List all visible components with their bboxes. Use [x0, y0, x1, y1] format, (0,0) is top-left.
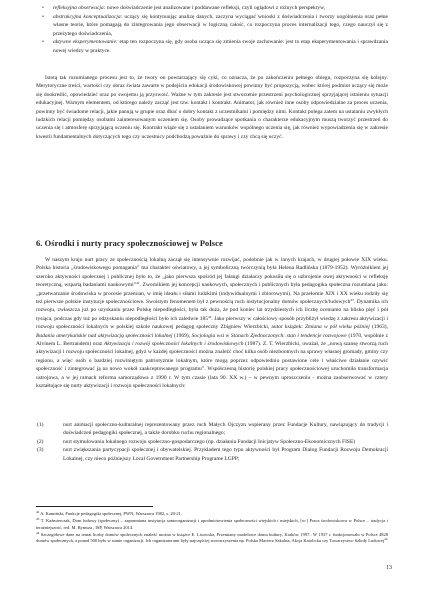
list-item: • refleksyjna obserwacja: nowe doświadczenie jest analizowane i poddawane refleksji, czyli oglądowi z różnych perspektyw,	[42, 5, 326, 11]
footnote-ref: 43	[350, 298, 354, 303]
page-number: 13	[386, 565, 392, 571]
footnotes	[36, 511, 388, 545]
book-title: Socjologia wsi w Stanach Zjednoczonych: stan i tendencje rozwojowe	[191, 332, 347, 339]
footnote-ref: 44	[208, 314, 212, 319]
list-item: (3) nurt zwiększania partycypacji społecznej i obywatelskiej. Przykładem tego typu aktywności był Program Dialog Fundacji Rozwoju Demokracji Lokalnej, czy nieco późniejszy Local Government Partnership Programe LGPP;	[37, 447, 388, 462]
bullet-icon: •	[42, 5, 44, 11]
footnote: $^{44}$ Szczegółowe dane na temat liczby domów społecznych znaleźć można w książce E. Lisowska, Przemiany modelowe domu kultury, Kraków 1997.. W 1937 r. funkcjonowało w Polsce 4828 domów społecznych, a ponad 500 było w stanie organizacji. Ich organizatorami były najczęściej stowarzyszenia np. Polska Macierz Szkolna, Akcja Katolicka czy Towarzystwo Szkoły Ludowej$^{44}$	[36, 530, 388, 544]
list-number: (1)	[37, 422, 44, 428]
footnote: $^{42}$ A. Kamiński, Funkcje pedagogiki społecznej, PWN, Warszawa 1982, s. 20-21.	[36, 510, 182, 516]
list-item: • abstrakcyjna konceptualizacja: uczący się kontynuując analizę danych, zaczyna wyciągać wnioski z doświadczenia i tworzy uogólnienia oraz pełne własne teorie, które pomagają do zintegrowania jego obserwacji w logiczną całość, co rozpoczyna proces internalizacji tego, czego nauczył się z przeżytego doświadczenia,	[42, 13, 388, 37]
list-number: (2)	[37, 438, 44, 445]
footnote-divider	[36, 506, 153, 507]
list-item: (2) nurt stymulowania lokalnego rozwoju społeczno-gospodarczego (np. działania Fundacji Inicjatyw Społeczno-Ekonomicznych FISE)	[37, 438, 356, 445]
book-title: Aktywizacja i rozwój społeczności lokalnych i środowiskowych	[103, 341, 244, 348]
section-paragraph: W naszym kraju nurt pracy ze społecznością lokalną zaczął się intensywnie rozwijać, podobnie jak w innych krajach, w drugiej połowie XIX wieku. Polska historia „środowiskowego pomagania” ma charakter oświatowy, a jej symboliczną twórczynią była Helena Radlińska (1879-1952). Wyróżnikiem jej szeroko aktywności społecznej i publicznej było to, że „jako pierwsza spośród jej fałangi działaczy pokusiła się o uzbrojenie owej aktywności w refleksję teoretyczną, wspartą badaniami naukowymi”$^{42}$. Zwornikiem jej koncepcji naukowych, społecznych i publicznych była pedagogika społeczna rozumiana jako: „przetwarzanie środowiska w procesie przemian, w imię ideału i siłami ludzkimi (indywidualnymi i zbiorowymi). Na przełomie XIX i XX wieku rodziły się też pierwsze polskie instytucje społecznościowe. Swoistym fenomenem był z pewnością ruch instytucjonalny domów społecznych/ludowych$^{43}$. Dynamika ich rozwoju, zwłaszcza już po uzyskaniu przez Polskę niepodległości, była tak duża, że pod koniec lat trzydziestych ich liczbę oceniamo na blisko pięć i pół tysiąca, podczas gdy tuż po odzyskaniu niepodległości było ich zaledwie $185^{44}$. Jako pierwszy w całościowy sposób przybliżył wiedzę z zakresu aktywizacji i rozwoju społeczności lokalnych w polskiej szkole naukowej pedagog społeczny Zbigniew Wierzbicki, autor książek: Zmiana w pół wieku później (1963), Badania amerykańskie nad aktywizacją społeczności lokalnej (1969), Socjologia wsi w Stanach Zjednoczonych: stan i tendencje rozwojowe (1970, wspólnie z Alvinem L. Bertrandem) oraz Aktywizacja i rozwój społeczności lokalnych i środowiskowych (1987). Z. T. Wierzbicki, uważał, że „nową szansę stworzą ruch aktywizacji i rozwoju społeczności lokalnej, gdyż w każdej społeczności można znaleźć choć kilka osób niezbootnych na sprawy własnej gromady, gminy czy regionu, a więc osób o bardziej rozwiniętym patriotyzmie lokalnym, które mogą poprzez odpowiednio postawione cele i właściwe działanie ozywić społeczność i zintegrować ją na nowo wokół zaakceptowanego programu”. Współczesną historię polskiej pracy społecznościowej uruchomiła transformacja ustrojowa, a w jej ramach reforma samorządowa z 1990 r. W tym czasie (lata 90. XX w.) – w pewnym uproszczeniu - można zaobserwować w cztery kształtujące się nurty aktywizacji i rozwoju społeczności lokalnych:	[36, 257, 389, 390]
section-heading: 6. Ośrodki i nurty pracy społecznościowej w Polsce	[36, 239, 223, 248]
currents-list	[36, 421, 388, 463]
bullet-icon: •	[42, 39, 44, 46]
list-number: (3)	[37, 447, 44, 454]
list-item: (1) nurt animacji społeczno-kulturalnej reprezentowany przez ruch Małych Ojczyzn wspierany przez Fundacje Kultury, nawiązujący do tradycji i doświadczeń pedagogiki społecznej, a także dorobku ruchu regionalnego;	[37, 422, 388, 437]
intro-paragraph: Istotą tak rozumianego procesu jest to, że twory on powtarzający się cykl, co oznacza, że po zakończeniu pełnego obiegu, rozpoczyna się kolejny. Merytoryczne treści, wartości czy obraz świata zawarte w podejściu edukacji środowiskowej powinny być propozycją, wobec której podmiot uczący się może się dookreślić, opowiedzieć oraz po swojemu ją przyswoić. Ważne w tym zakresie jest stworzenie przestrzeni psychologicznej sprzyjającej istnieniu sytuacji edukacyjnej. Warnym elementem, od którego należy zacząć jest tzw. kontakt i kontrakt. Animator, jak również inne osoby odpowiedzialne za proces uczenia, powinny być świadome relacji, jakie panują w grupie oraz dbać o dobry kontakt z uczestnikami i pomiędzy nimi. Kontakt polega zatem na ustalaniu zwykłych ludzkich relacji pomiędzy osobami zainteresowanym uczeniem się. Osoby prowadzące spotkania o charakterze edukacyjnym muszą tworzyć przestrzeń do uczenia się i atmosferę sprzyjającą uczeniu się. Kontrakt wiąże się z ustalaniem warunków wspólnego uczenia się, jak również wypowiadzenia się w zakresie kwestii fundamentalnych dotyczących tego czy uczestnicy podchodzą poważnie do sprawy i czy chcą się uczyć.	[36, 75, 388, 140]
book-title: Zmiana w pół wieku później	[305, 324, 370, 331]
list-item: • aktywne eksperymentowanie: etap ten rozpoczyna się, gdy osoba ucząca się zmienia swoje zachowanie: jest to etap eksperymentowania i sprawdzania nowej wiedzy w praktyce.	[42, 39, 388, 54]
footnote: $^{43}$ T. Kaźmierczak, Dom ludowy (społeczny) – zapomniana instytucja samoorganizacji i upodmiotowienia społeczności wiejskich i miejskich, [w:] Praca środowiskowa w Polsce – tradycja i teraźniejszość, red. M. Rymsza , ISP, Warszawa 2014.	[36, 517, 388, 530]
kolb-stages-list	[36, 4, 388, 56]
bullet-icon: •	[42, 13, 44, 20]
section-body	[36, 256, 388, 391]
book-title: Badania amerykańskie nad aktywizacją społeczności lokalnej	[36, 332, 173, 339]
footnote-ref: 42	[136, 281, 140, 286]
